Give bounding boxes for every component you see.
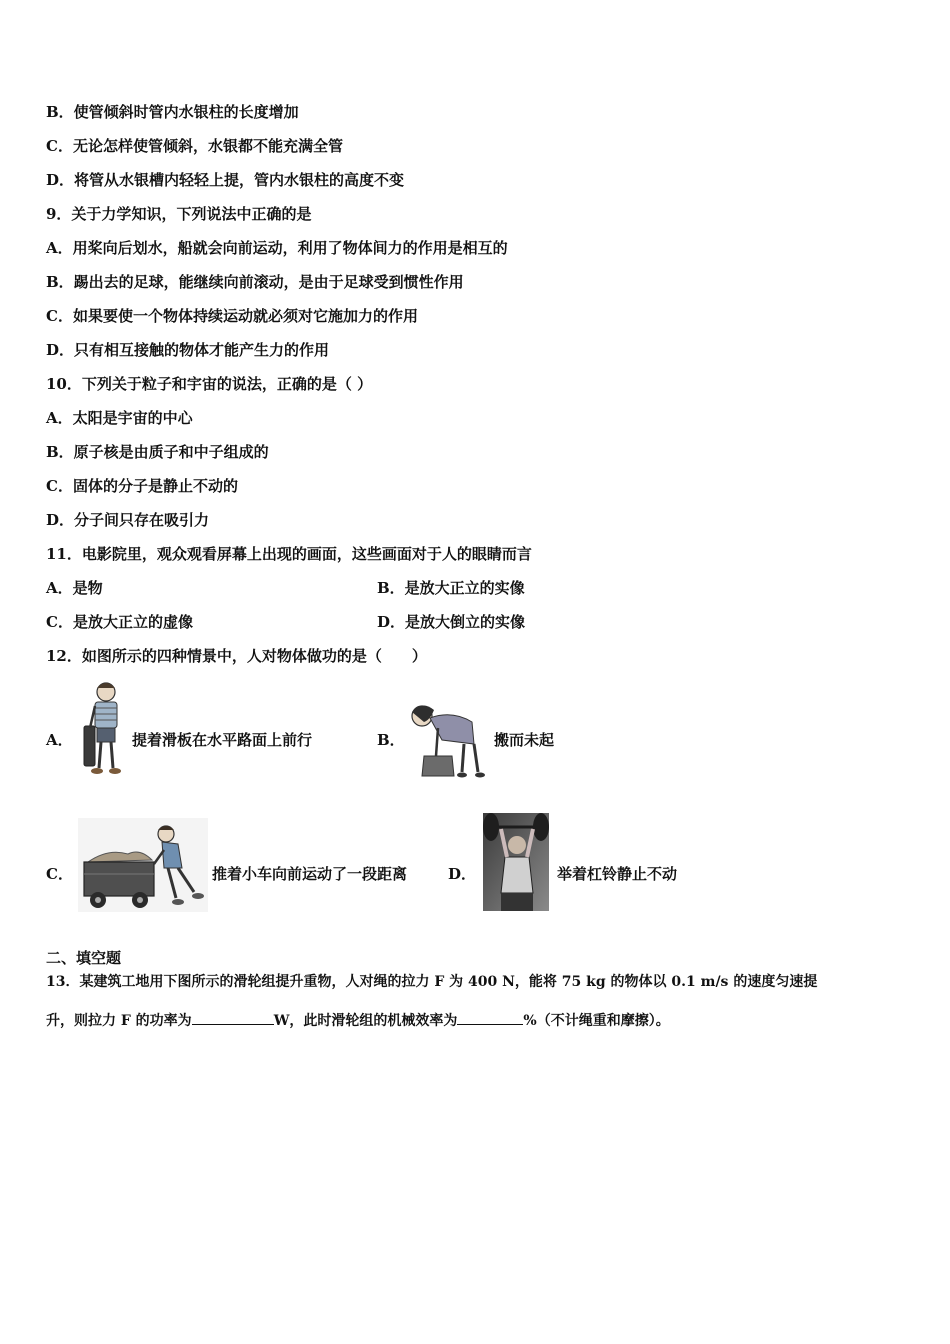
q8-option-d: D．将管从水银槽内轻轻上提，管内水银柱的高度不变 (46, 171, 405, 189)
q11-option-a: A．是物 (46, 579, 103, 597)
q9-option-d: D．只有相互接触的物体才能产生力的作用 (46, 341, 330, 359)
q12-option-c-text: 推着小车向前运动了一段距离 (212, 865, 408, 883)
q12-option-b-text: 搬而未起 (494, 731, 555, 749)
q10-option-d: D．分子间只存在吸引力 (46, 511, 210, 529)
efficiency-answer-blank[interactable] (457, 1010, 523, 1025)
q9-option-b: B．踢出去的足球，能继续向前滚动，是由于足球受到惯性作用 (46, 273, 464, 291)
q13-text-part-3: %（不计绳重和摩擦）。 (523, 1013, 670, 1029)
boy-pushing-cart-figure (78, 818, 208, 912)
q9-stem: 9．关于力学知识，下列说法中正确的是 (46, 205, 312, 223)
q11-option-d: D．是放大倒立的实像 (377, 613, 526, 631)
q12-option-d-letter: D． (448, 865, 477, 883)
woman-lifting-box-figure (402, 700, 492, 780)
boy-carrying-skateboard-figure (80, 678, 130, 780)
q11-option-c: C．是放大正立的虚像 (46, 613, 193, 631)
q8-option-c: C．无论怎样使管倾斜，水银都不能充满全管 (46, 137, 343, 155)
q13-line-2 (46, 1010, 670, 1031)
q13-text-part-2: W，此时滑轮组的机械效率为 (273, 1013, 458, 1029)
q12-option-d-text: 举着杠铃静止不动 (557, 865, 678, 883)
q11-option-b: B．是放大正立的实像 (377, 579, 525, 597)
q12-stem: 12．如图所示的四种情景中，人对物体做功的是（ ） (46, 647, 427, 665)
q13-line-1: 13．某建筑工地用下图所示的滑轮组提升重物，人对绳的拉力 F 为 400 N，能将 75 kg 的物体以 0.1 m/s 的速度匀速提 (46, 974, 818, 990)
section-heading: 二、填空题 (46, 949, 122, 967)
q12-option-b-letter: B． (377, 731, 405, 749)
q12-option-c-letter: C． (46, 865, 73, 883)
q11-stem: 11．电影院里，观众观看屏幕上出现的画面，这些画面对于人的眼睛而言 (46, 545, 532, 563)
q13-text-part-1: 升，则拉力 F 的功率为 (46, 1013, 192, 1029)
q8-option-b: B．使管倾斜时管内水银柱的长度增加 (46, 103, 299, 121)
q12-option-a-text: 提着滑板在水平路面上前行 (132, 731, 313, 749)
q12-option-a-letter: A． (46, 731, 73, 749)
q10-option-c: C．固体的分子是静止不动的 (46, 477, 238, 495)
q10-option-a: A．太阳是宇宙的中心 (46, 409, 193, 427)
power-answer-blank[interactable] (192, 1010, 274, 1025)
q10-stem: 10．下列关于粒子和宇宙的说法，正确的是（ ） (46, 375, 373, 393)
weightlifter-photo (483, 813, 549, 911)
q10-option-b: B．原子核是由质子和中子组成的 (46, 443, 269, 461)
q9-option-a: A．用桨向后划水，船就会向前运动，利用了物体间力的作用是相互的 (46, 239, 508, 257)
q9-option-c: C．如果要使一个物体持续运动就必须对它施加力的作用 (46, 307, 418, 325)
